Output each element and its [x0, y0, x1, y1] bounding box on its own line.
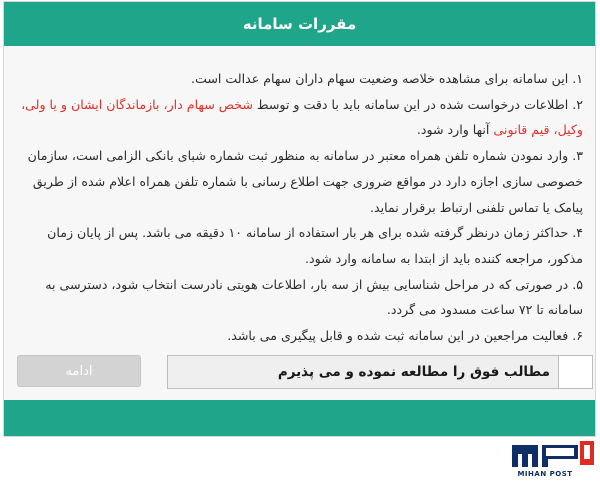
- dialog-footer: [4, 400, 595, 436]
- mihan-post-logo: [512, 441, 596, 478]
- rule-text: ۳. وارد نمودن شماره تلفن همراه معتبر در سامانه به منظور ثبت شماره شبای بانکی الزامی است، سازمان خصوصی سازی اجازه دارد در مواقع ضروری جهت اطلاع رسانی با شماره تلفن همراه اعلام شده از طریق پیامک یا تماس تلفنی ارتباط برقرار نماید.: [27, 148, 583, 215]
- rule-text: ۱. این سامانه برای مشاهده خلاصه وضعیت سهام داران سهام عدالت است.: [190, 71, 583, 86]
- rules-list: [18, 66, 583, 349]
- rule-highlight: شخص سهام دار، بازماندگان ایشان و یا ولی، وکیل، قیم قانونی: [21, 96, 583, 138]
- rule-item: [18, 323, 583, 349]
- rule-text: ۴. حداکثر زمان درنظر گرفته شده برای هر بار استفاده از سامانه ۱۰ دقیقه می باشد. پس از پایان زمان مذکور، مراجعه کننده باید از ابتدا به سامانه وارد شود.: [47, 225, 583, 266]
- rule-item: [18, 272, 583, 323]
- accept-terms-label: مطالب فوق را مطالعه نموده و می پذیرم: [277, 364, 550, 380]
- rule-item: [18, 92, 583, 143]
- checkbox-square[interactable]: [558, 356, 592, 388]
- logo-wordmark: MIHAN POST: [517, 470, 573, 478]
- terms-dialog: [3, 1, 596, 437]
- continue-button[interactable]: [17, 355, 141, 387]
- dialog-header: [4, 2, 595, 46]
- rule-text: آنها وارد شود.: [416, 122, 494, 138]
- rule-item: [18, 220, 583, 271]
- rule-text: ۵. در صورتی که در مراحل شناسایی بیش از سه بار، اطلاعات هویتی نادرست انتخاب شود، دسترسی به سامانه تا ۷۲ ساعت مسدود می گردد.: [45, 276, 583, 318]
- dialog-title: مقررات سامانه: [242, 15, 357, 33]
- rule-item: [18, 66, 583, 92]
- accept-terms-checkbox[interactable]: [167, 355, 593, 389]
- rule-text: ۶. فعالیت مراجعین در این سامانه ثبت شده و قابل پیگیری می باشد.: [227, 328, 583, 344]
- rule-text: ۲. اطلاعات درخواست شده در این سامانه باید با دقت و توسط: [252, 96, 583, 112]
- rule-item: [18, 143, 583, 220]
- continue-button-label: ادامه: [65, 363, 93, 379]
